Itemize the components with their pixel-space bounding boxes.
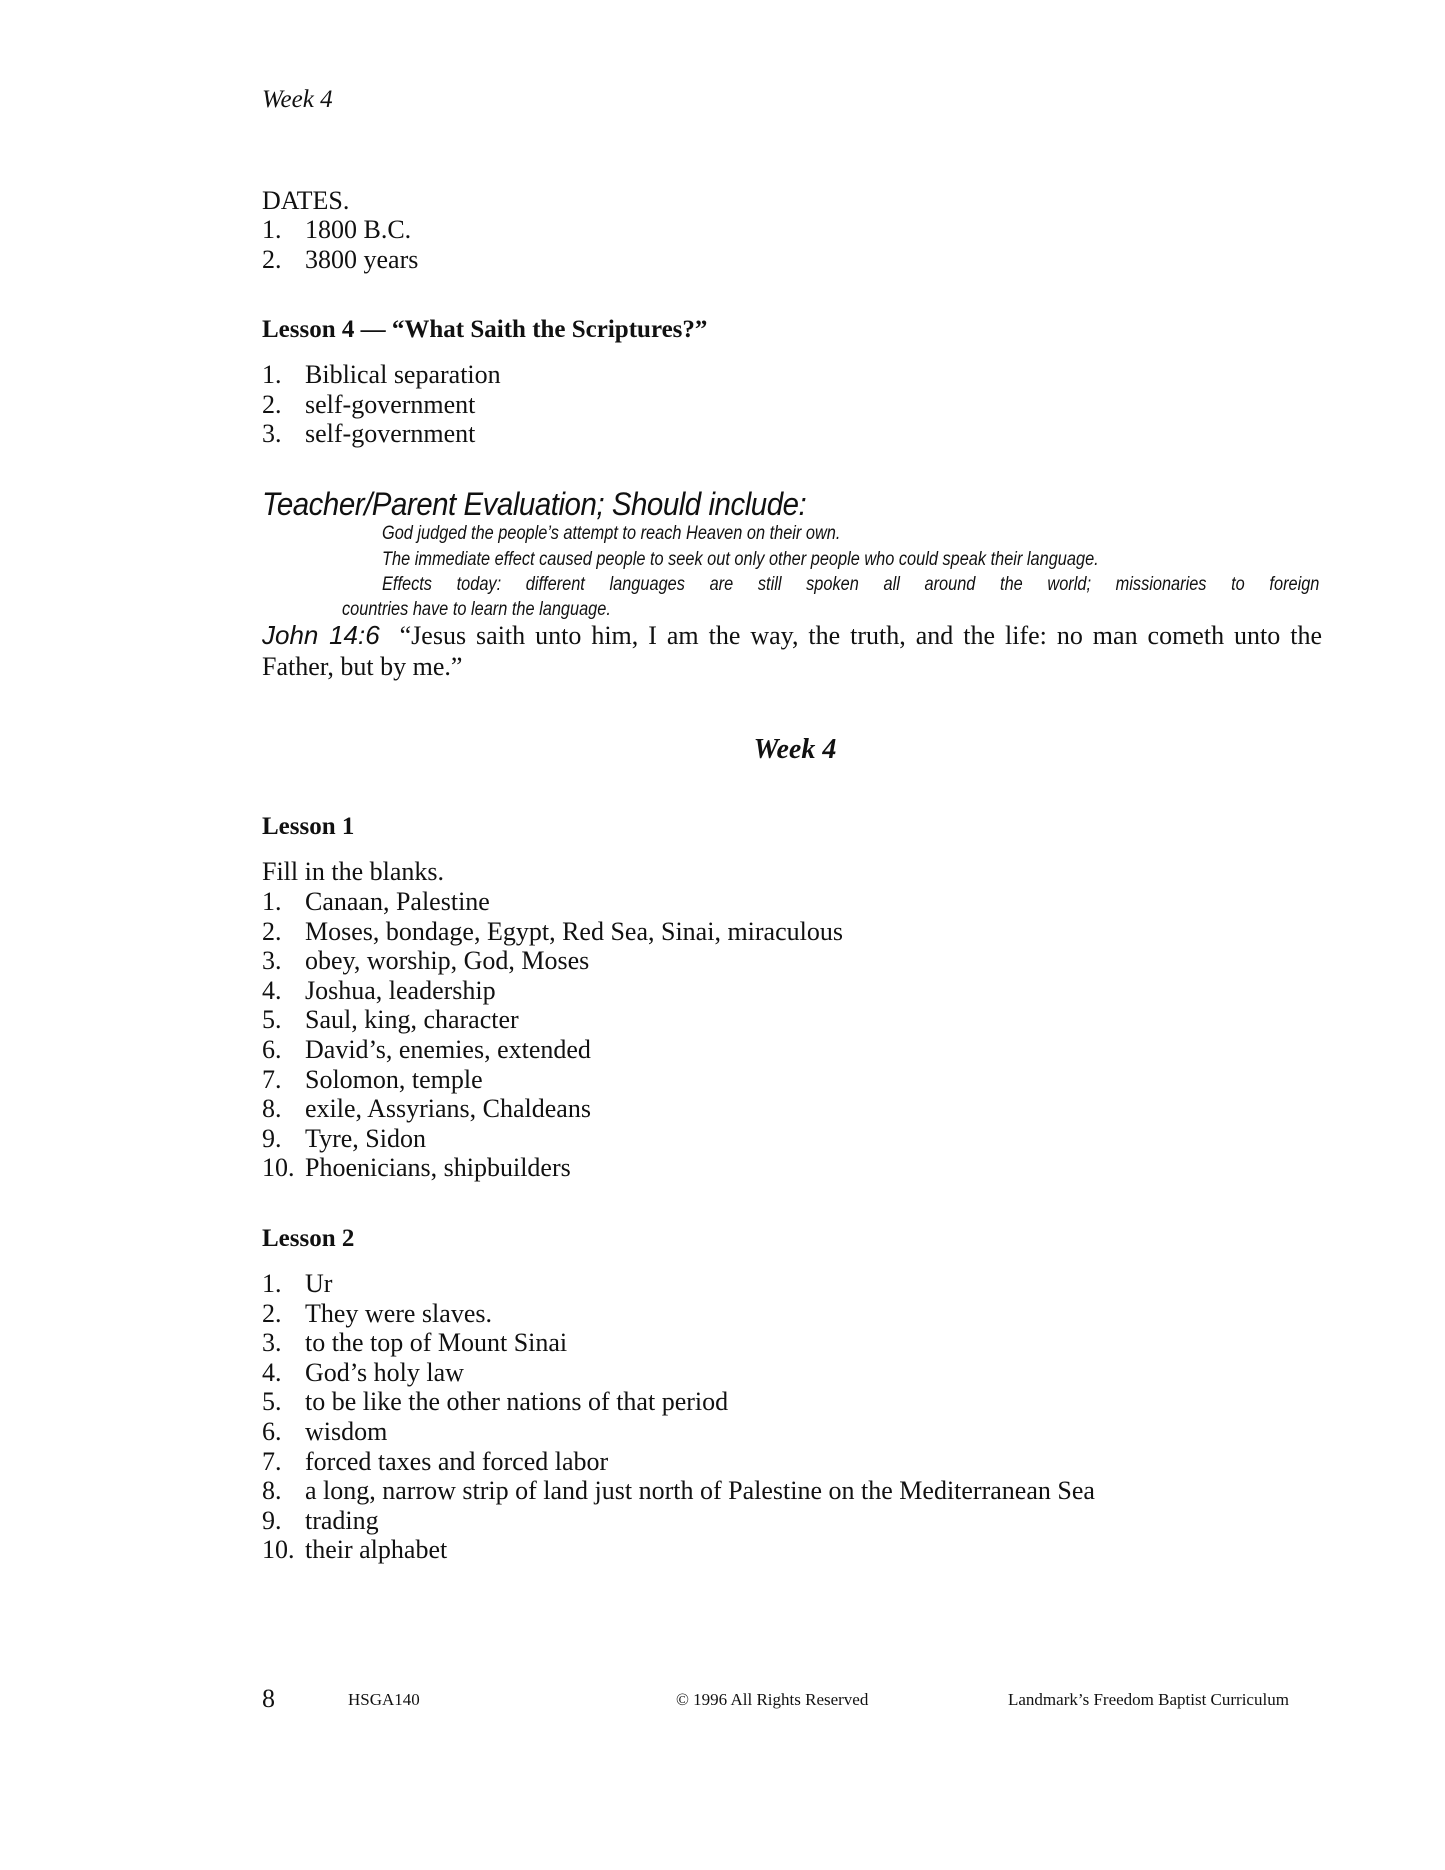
- list-item: [262, 1065, 843, 1095]
- item-text: wisdom: [305, 1416, 388, 1446]
- item-text: Phoenicians, shipbuilders: [305, 1153, 571, 1183]
- item-text: God’s holy law: [305, 1357, 464, 1387]
- dates-title: DATES.: [262, 186, 350, 215]
- lesson1-list: [262, 887, 843, 1183]
- item-number: 8.: [262, 1094, 282, 1124]
- verse-text: “Jesus saith unto him, I am the way, the truth, and the life: no man cometh unto the Father, but by me.”: [262, 621, 1322, 681]
- list-item: [262, 1153, 843, 1183]
- item-number: 6.: [262, 1034, 282, 1064]
- running-header: Week 4: [262, 86, 333, 113]
- item-number: 5.: [262, 1387, 282, 1417]
- lesson2-title: Lesson 2: [262, 1225, 355, 1252]
- evaluation-line: God judged the people’s attempt to reach Heaven on their own.: [382, 523, 841, 544]
- list-item: [262, 1447, 1095, 1477]
- item-text: trading: [305, 1505, 379, 1535]
- dates-list: [262, 215, 418, 274]
- item-number: 2.: [262, 916, 282, 946]
- item-text: a long, narrow strip of land just north of Palestine on the Mediterranean Sea: [305, 1476, 1095, 1506]
- evaluation-line: The immediate effect caused people to seek out only other people who could speak their language.: [382, 549, 1099, 570]
- course-code: HSGA140: [348, 1690, 420, 1709]
- list-item: [262, 1328, 1095, 1358]
- item-number: 9.: [262, 1505, 282, 1535]
- item-text: forced taxes and forced labor: [305, 1446, 609, 1476]
- lesson4-list: [262, 360, 501, 449]
- item-number: 3.: [262, 946, 282, 976]
- item-number: 4.: [262, 975, 282, 1005]
- list-item: [262, 1299, 1095, 1329]
- list-item: [262, 1269, 1095, 1299]
- item-text: Ur: [305, 1269, 333, 1298]
- item-text: self-government: [305, 419, 476, 449]
- list-item: [262, 887, 843, 917]
- list-item: [262, 390, 501, 420]
- item-text: Solomon, temple: [305, 1064, 483, 1094]
- page-number: 8: [262, 1684, 275, 1713]
- item-text: their alphabet: [305, 1535, 448, 1565]
- list-item: [262, 1005, 843, 1035]
- list-item: [262, 1476, 1095, 1506]
- item-text: Saul, king, character: [305, 1005, 519, 1035]
- item-text: to be like the other nations of that period: [305, 1387, 729, 1417]
- list-item: [262, 917, 843, 947]
- week-heading: Week 4: [753, 734, 837, 765]
- item-number: 1.: [262, 1269, 282, 1298]
- lesson1-title: Lesson 1: [262, 813, 355, 840]
- item-number: 2.: [262, 1298, 282, 1328]
- item-number: 7.: [262, 1064, 282, 1094]
- list-item: [262, 360, 501, 390]
- list-item: [262, 1035, 843, 1065]
- item-text: David’s, enemies, extended: [305, 1034, 591, 1064]
- lesson1-intro: Fill in the blanks.: [262, 857, 444, 886]
- list-item: [262, 215, 418, 245]
- evaluation-line: Effects today: different languages are still spoken all around the world; missionaries to foreign: [382, 574, 1320, 595]
- list-item: [262, 1094, 843, 1124]
- list-item: [262, 245, 418, 275]
- publisher: Landmark’s Freedom Baptist Curriculum: [1008, 1690, 1289, 1709]
- item-text: to the top of Mount Sinai: [305, 1328, 568, 1358]
- list-item: [262, 1124, 843, 1154]
- item-number: 7.: [262, 1446, 282, 1476]
- list-item: [262, 976, 843, 1006]
- item-number: 1.: [262, 360, 282, 389]
- list-item: [262, 1358, 1095, 1388]
- item-number: 9.: [262, 1123, 282, 1153]
- item-number: 3.: [262, 419, 282, 449]
- list-item: [262, 1417, 1095, 1447]
- scripture-verse: [262, 620, 1322, 682]
- item-text: Joshua, leadership: [305, 975, 496, 1005]
- item-text: self-government: [305, 389, 476, 419]
- evaluation-heading: Teacher/Parent Evaluation; Should include:: [262, 486, 807, 522]
- evaluation-line: countries have to learn the language.: [342, 599, 611, 620]
- item-number: 8.: [262, 1476, 282, 1506]
- lesson4-title: Lesson 4 — “What Saith the Scriptures?”: [262, 316, 708, 343]
- item-text: Biblical separation: [305, 360, 501, 389]
- item-number: 6.: [262, 1416, 282, 1446]
- item-number: 2.: [262, 389, 282, 419]
- item-number: 1.: [262, 887, 282, 916]
- item-text: They were slaves.: [305, 1298, 492, 1328]
- list-item: [262, 419, 501, 449]
- verse-reference: John 14:6: [262, 620, 380, 650]
- copyright: © 1996 All Rights Reserved: [676, 1690, 869, 1709]
- item-text: 1800 B.C.: [305, 215, 412, 244]
- list-item: [262, 1387, 1095, 1417]
- item-number: 2.: [262, 244, 282, 274]
- list-item: [262, 946, 843, 976]
- item-number: 3.: [262, 1328, 282, 1358]
- item-text: Tyre, Sidon: [305, 1123, 426, 1153]
- item-text: Canaan, Palestine: [305, 887, 490, 916]
- item-text: 3800 years: [305, 244, 419, 274]
- list-item: [262, 1506, 1095, 1536]
- item-number: 10.: [262, 1535, 295, 1565]
- item-text: exile, Assyrians, Chaldeans: [305, 1094, 591, 1124]
- lesson2-list: [262, 1269, 1095, 1565]
- item-number: 5.: [262, 1005, 282, 1035]
- item-text: obey, worship, God, Moses: [305, 946, 590, 976]
- item-number: 10.: [262, 1153, 295, 1183]
- item-text: Moses, bondage, Egypt, Red Sea, Sinai, miraculous: [305, 916, 843, 946]
- item-number: 1.: [262, 215, 282, 244]
- item-number: 4.: [262, 1357, 282, 1387]
- list-item: [262, 1535, 1095, 1565]
